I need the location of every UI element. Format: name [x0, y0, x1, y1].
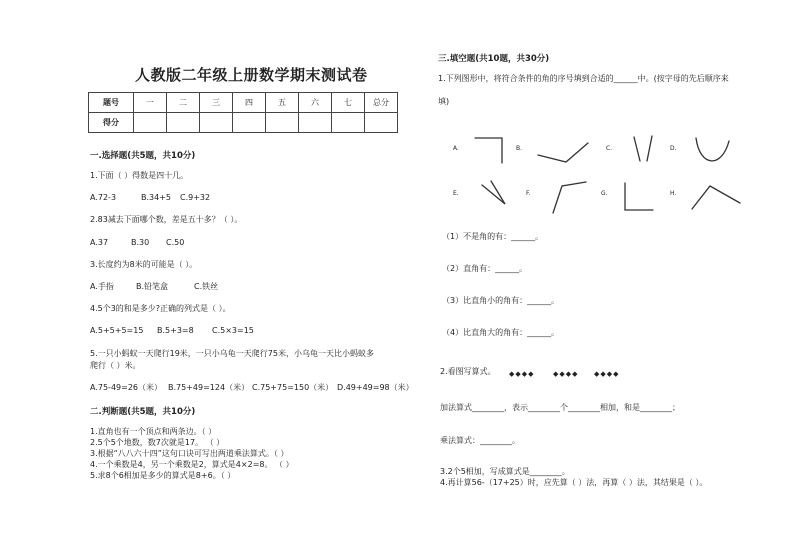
- score-table-header-cell: 一: [134, 93, 167, 113]
- diamond-group-2: ◆◆◆◆: [553, 370, 579, 378]
- s1-question-5-line1: 5.一只小蚂蚁一天爬行19米，一只小乌龟一天爬行75米，小乌龟一天比小蚂蚁多: [90, 349, 374, 358]
- figure-b-obtuse-angle: [538, 143, 588, 162]
- s1-q3-option-a: A.手指: [90, 282, 114, 291]
- s1-q4-option-c: C.5×3=15: [212, 326, 254, 335]
- s3-question-2: 2.看图写算式。: [440, 367, 496, 376]
- page-title: 人教版二年级上册数学期末测试卷: [135, 66, 368, 84]
- figure-label-c: C.: [606, 145, 613, 152]
- figure-label-g: G.: [601, 190, 608, 197]
- s1-q1-option-c: C.9+32: [180, 193, 211, 202]
- s1-q5-option-d: D.49+49=98（米）: [337, 383, 414, 392]
- s2-item: 3.根据“八八六十四”这句口诀可写出两道乘法算式。（ ）: [90, 449, 289, 458]
- s3-q1-sub-4: （4）比直角大的角有：______。: [442, 328, 560, 337]
- section1-heading: 一.选择题(共5题，共10分): [90, 151, 196, 161]
- s3-q1-sub-1: （1）不是角的有：______。: [442, 232, 544, 241]
- diamond-group-1: ◆◆◆◆: [509, 370, 535, 378]
- figure-g-right-angle: [625, 183, 653, 210]
- section2-heading: 二.判断题(共5题，共10分): [90, 407, 196, 417]
- figure-c-line-1: [634, 137, 640, 161]
- score-table-header-cell: 七: [332, 93, 365, 113]
- score-table-header-cell: 四: [233, 93, 266, 113]
- s1-q5-option-a: A.75-49=26（米）: [90, 383, 163, 392]
- s3-q1-sub-2: （2）直角有：______。: [442, 264, 528, 273]
- s3-q2-addition: 加法算式________，表示________个________相加，和是________；: [440, 403, 680, 412]
- s2-item: 4.一个乘数是4，另一个乘数是2，算式是4×2=8。 （ ）: [90, 460, 294, 469]
- s1-q3-option-b: B.铅笔盒: [136, 282, 169, 291]
- score-table-header-cell: 题号: [89, 93, 134, 113]
- s1-q2-option-c: C.50: [166, 238, 185, 247]
- figure-c-line-2: [647, 136, 652, 161]
- figure-label-a: A.: [453, 145, 459, 152]
- s2-item: 5.求8个6相加是多少的算式是8+6。（ ）: [90, 471, 236, 480]
- s1-q3-option-c: C.铁丝: [194, 282, 219, 291]
- s1-question-3: 3.长度约为8米的可能是（ ）。: [90, 260, 198, 269]
- s1-q1-option-b: B.34+5: [141, 193, 172, 202]
- figure-label-d: D.: [670, 145, 677, 152]
- s3-question-1-line2: 填): [438, 97, 450, 106]
- s1-question-1: 1.下面（ ）得数是四十几。: [90, 171, 189, 180]
- figure-label-e: E.: [453, 190, 459, 197]
- figure-label-f: F.: [526, 190, 531, 197]
- s3-question-1-line1: 1.下列图形中，将符合条件的角的序号填到合适的______中。(按字母的先后顺序来: [438, 74, 729, 83]
- s1-q5-option-c: C.75+75=150（米）: [252, 383, 334, 392]
- score-table-header-cell: 三: [200, 93, 233, 113]
- s3-q2-multiplication: 乘法算式：________。: [440, 436, 520, 445]
- score-table-header-cell: 五: [266, 93, 299, 113]
- figure-h-obtuse-angle: [692, 186, 740, 209]
- s3-q1-sub-3: （3）比直角小的角有：______。: [442, 296, 560, 305]
- figure-a-right-angle: [475, 138, 502, 163]
- s1-q5-option-b: B.75+49=124（米）: [168, 383, 250, 392]
- section3-heading: 三.填空题(共10题，共30分): [438, 54, 550, 64]
- score-table-header-cell: 二: [167, 93, 200, 113]
- score-table-header-cell: 六: [299, 93, 332, 113]
- s2-item: 1.直角也有一个顶点和两条边。（ ）: [90, 427, 217, 436]
- score-table-header-cell: 总分: [365, 93, 398, 113]
- s1-question-2: 2.83减去下面哪个数，差是五十多？（ ）。: [90, 215, 243, 224]
- score-row-label: 得分: [89, 113, 134, 133]
- s1-q2-option-b: B.30: [131, 238, 150, 247]
- figure-e-acute-angle: [482, 181, 505, 204]
- figure-label-b: B.: [516, 145, 523, 152]
- figure-label-h: H.: [670, 190, 677, 197]
- s1-q1-option-a: A.72-3: [90, 193, 117, 202]
- diamond-group-3: ◆◆◆◆: [594, 370, 620, 378]
- s3-question-3: 3.2个5相加，写成算式是________。: [440, 467, 570, 476]
- figure-d-curve: [696, 138, 729, 161]
- s1-question-4: 4.5个3的和是多少?正确的列式是（ ）。: [90, 304, 231, 313]
- s1-question-5-line2: 爬行（ ）米。: [90, 361, 141, 370]
- s2-item: 2.5个5个地数，数7次就是17。 （ ）: [90, 438, 225, 447]
- s1-q4-option-a: A.5+5+5=15: [90, 326, 144, 335]
- figure-f-obtuse-angle: [553, 182, 586, 213]
- s1-q2-option-a: A.37: [90, 238, 109, 247]
- s3-question-4: 4.再计算56-（17+25）时，应先算（ ）法，再算（ ）法，其结果是（ ）。: [440, 478, 708, 487]
- s1-q4-option-b: B.5+3=8: [157, 326, 194, 335]
